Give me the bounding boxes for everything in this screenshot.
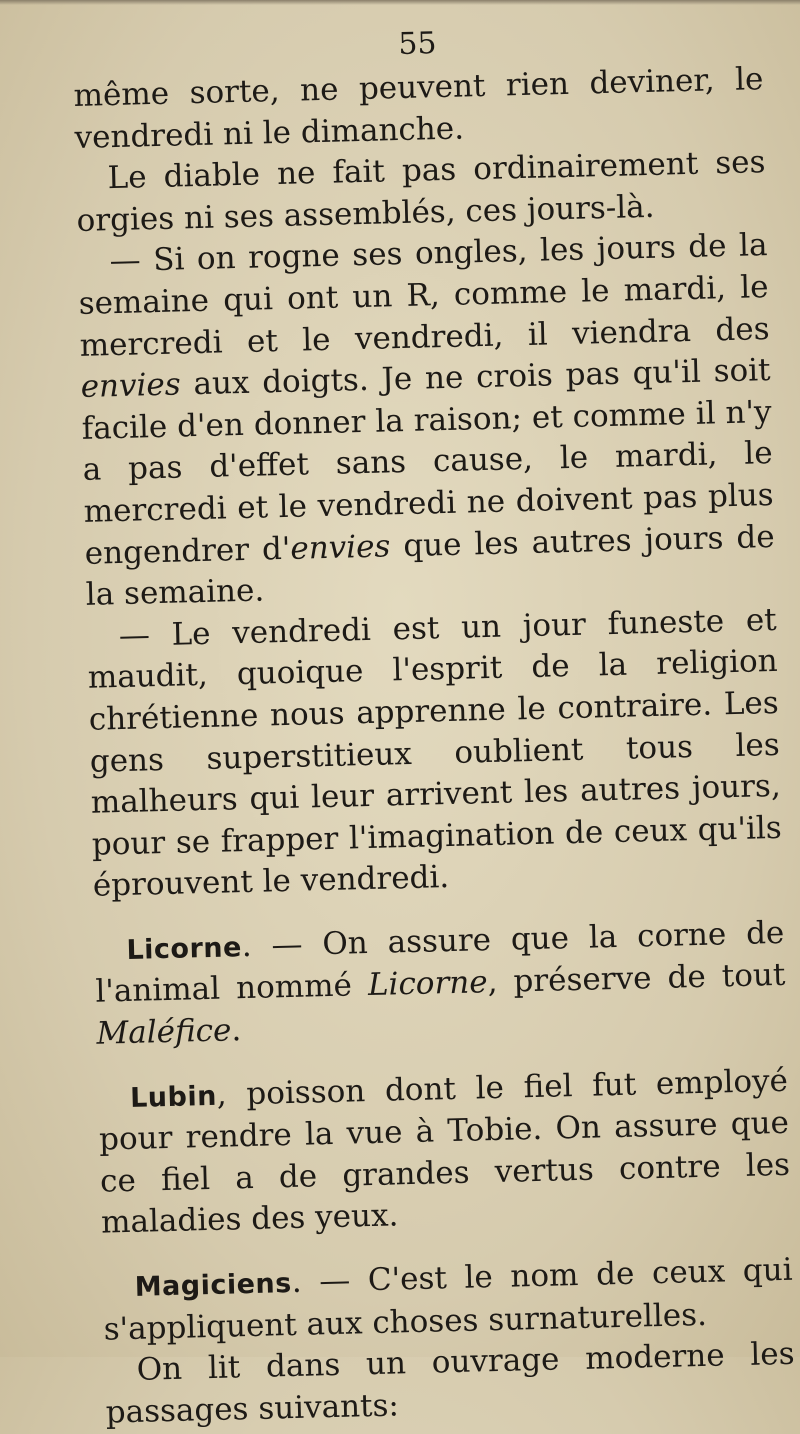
entry-lubin [98,1060,792,1244]
paragraph-continuation: même sorte, ne peuvent rien deviner, le vendredi ni le dimanche. [73,61,764,156]
headword-magiciens: Magiciens [134,1268,293,1303]
paragraph-ongles [77,225,776,616]
italic-licorne: Licorne [367,964,489,1004]
headword-licorne: Licorne [126,932,243,966]
paragraph-vendredi: — Le vendredi est un jour funeste et maudit, quoique l'esprit de la religion chrétienne nous apprenne le contraire. Les gens superstitieux oublient tous les malheurs qui leur arrivent les autres jours, pour se frapper l'imagination de ceux qu'ils éprouvent le vendredi. [87,601,783,905]
paragraph-ongles-text-1: — Si on rogne ses ongles, les jours de la semaine qui ont un R, comme le mardi, le mercredi et le vendredi, il viendra des [78,227,770,364]
paragraph-ongles-text-3: que les autres jours de la semaine. [85,518,776,613]
page-top-edge [0,0,800,5]
entry-licorne-text-2: , préserve de tout [487,957,786,1001]
entry-licorne-text-1: . — On assure que la corne de l'animal nommé [95,914,785,1011]
headword-lubin: Lubin [129,1080,218,1114]
paragraph-diable: Le diable ne fait pas ordinairement ses orgies ni ses assemblés, ces jours-là. [76,144,766,239]
italic-malefice: Maléfice [96,1012,232,1052]
paragraph-closing: On lit dans un ouvrage moderne les passages suivants: [105,1335,796,1431]
italic-envies-2: envies [289,527,391,567]
entry-licorne [94,913,787,1056]
entry-lubin-text: , poisson dont le fiel fut employé pour rendre la vue à Tobie. On assure que ce fiel a de grandes vertus contre les maladies des yeux. [98,1062,791,1242]
entry-licorne-text-3: . [230,1012,242,1049]
body-text [73,59,796,1434]
entry-magiciens-text: . — C'est le nom de ceux qui s'appliquent aux choses surnaturelles. [103,1251,793,1348]
book-page [72,13,796,1434]
italic-envies-1: envies [80,366,182,406]
page-number: 55 [397,26,437,63]
paragraph-ongles-text-2: aux doigts. Je ne crois pas qu'il soit facile d'en donner la raison; et comme il n'y a pas d'effet sans cause, le mardi, le mercredi et le vendredi ne doivent pas plus engendrer d' [81,352,775,572]
